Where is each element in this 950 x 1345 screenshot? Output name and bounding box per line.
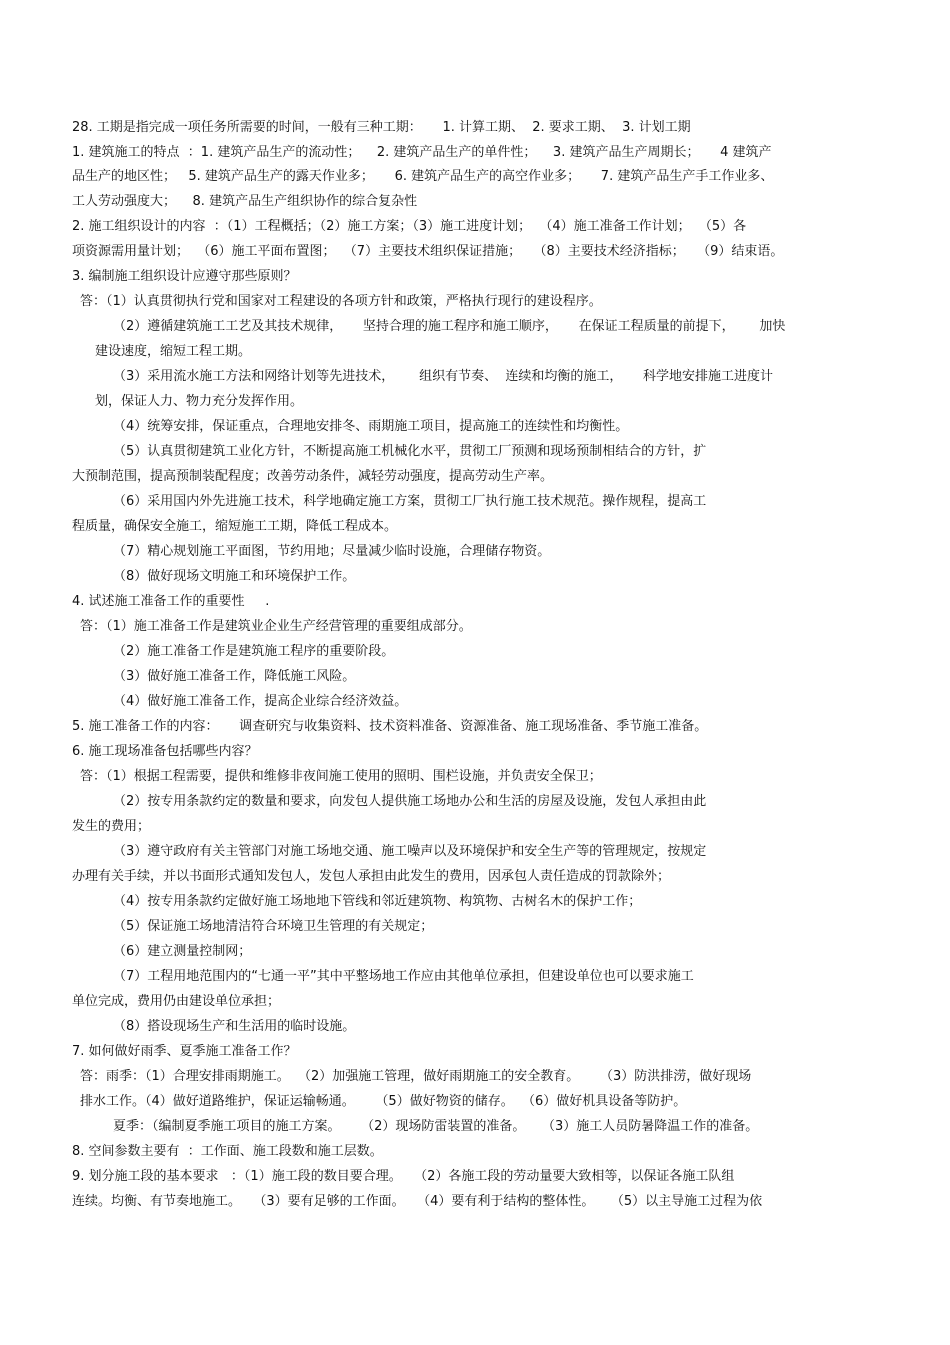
text-line: （3）采用流水施工方法和网络计划等先进技术， 组织有节奏、 连续和均衡的施工， 科学地安排施工进度计 <box>113 369 773 384</box>
text-line: 排水工作。（4）做好道路维护，保证运输畅通。 （5）做好物资的储存。 （6）做好机具设备等防护。 <box>80 1094 687 1109</box>
text-line: （2）按专用条款约定的数量和要求，向发包人提供施工场地办公和生活的房屋及设施，发包人承担由此 <box>113 794 707 809</box>
text-line: 大预制范围，提高预制装配程度；改善劳动条件，减轻劳动强度，提高劳动生产率。 <box>72 469 554 484</box>
text-line: （7）工程用地范围内的“七通一平”其中平整场地工作应由其他单位承担，但建设单位也可以要求施工 <box>113 969 694 984</box>
text-line: 2. 施工组织设计的内容 ：（1）工程概括；（2）施工方案；（3）施工进度计划； （4）施工准备工作计划； （5）各 <box>72 219 747 234</box>
text-line: 28. 工期是指完成一项任务所需要的时间，一般有三种工期： 1. 计算工期、 2. 要求工期、 3. 计划工期 <box>72 120 691 135</box>
text-line: 5. 施工准备工作的内容： 调查研究与收集资料、技术资料准备、资源准备、施工现场准备、季节施工准备。 <box>72 719 708 734</box>
text-line: （4）按专用条款约定做好施工场地地下管线和邻近建筑物、构筑物、古树名木的保护工作； <box>113 894 642 909</box>
text-line: 办理有关手续，并以书面形式通知发包人，发包人承担由此发生的费用，因承包人责任造成的罚款除外； <box>72 869 671 884</box>
text-line: 8. 空间参数主要有 ：工作面、施工段数和施工层数。 <box>72 1144 383 1159</box>
text-line: （3）做好施工准备工作，降低施工风险。 <box>113 669 356 684</box>
text-line: 答：（1）认真贯彻执行党和国家对工程建设的各项方针和政策，严格执行现行的建设程序。 <box>80 294 602 309</box>
text-line: （2）遵循建筑施工工艺及其技术规律， 坚持合理的施工程序和施工顺序， 在保证工程质量的前提下， 加快 <box>113 319 786 334</box>
text-line: 夏季：（编制夏季施工项目的施工方案。 （2）现场防雷装置的准备。 （3）施工人员防暑降温工作的准备。 <box>113 1119 759 1134</box>
text-line: 9. 划分施工段的基本要求 ：（1）施工段的数目要合理。 （2）各施工段的劳动量要大致相等，以保证各施工队组 <box>72 1169 735 1184</box>
text-line: 7. 如何做好雨季、夏季施工准备工作？ <box>72 1044 297 1059</box>
text-line: （6）采用国内外先进施工技术，科学地确定施工方案，贯彻工厂执行施工技术规范。操作规程，提高工 <box>113 494 707 509</box>
text-line: 答：雨季：（1）合理安排雨期施工。 （2）加强施工管理，做好雨期施工的安全教育。 （3）防洪排涝，做好现场 <box>80 1069 752 1084</box>
text-line: 3. 编制施工组织设计应遵守那些原则？ <box>72 269 297 284</box>
text-line: 程质量，确保安全施工，缩短施工工期，降低工程成本。 <box>72 519 398 534</box>
text-line: （4）统筹安排，保证重点，合理地安排冬、雨期施工项目，提高施工的连续性和均衡性。 <box>113 419 629 434</box>
text-line: 连续。均衡、有节奏地施工。 （3）要有足够的工作面。 （4）要有利于结构的整体性。 （5）以主导施工过程为依 <box>72 1194 763 1209</box>
text-line: （8）搭设现场生产和生活用的临时设施。 <box>113 1019 356 1034</box>
text-line: 4. 试述施工准备工作的重要性 . <box>72 594 270 609</box>
text-line: （2）施工准备工作是建筑施工程序的重要阶段。 <box>113 644 395 659</box>
text-line: 答：（1）根据工程需要，提供和维修非夜间施工使用的照明、围栏设施，并负责安全保卫； <box>80 769 602 784</box>
text-line: 划，保证人力、物力充分发挥作用。 <box>95 394 304 409</box>
text-line: （8）做好现场文明施工和环境保护工作。 <box>113 569 356 584</box>
text-line: 1. 建筑施工的特点 ：1. 建筑产品生产的流动性； 2. 建筑产品生产的单件性； 3. 建筑产品生产周期长； 4 建筑产 <box>72 145 772 160</box>
text-line: 项资源需用量计划； （6）施工平面布置图； （7）主要技术组织保证措施； （8）主要技术经济指标； （9）结束语。 <box>72 244 784 259</box>
text-line: （5）保证施工场地清洁符合环境卫生管理的有关规定； <box>113 919 434 934</box>
text-line: （5）认真贯彻建筑工业化方针，不断提高施工机械化水平，贯彻工厂预测和现场预制相结合的方针，扩 <box>113 444 707 459</box>
text-line: 品生产的地区性； 5. 建筑产品生产的露天作业多； 6. 建筑产品生产的高空作业多； 7. 建筑产品生产手工作业多、 <box>72 169 774 184</box>
text-line: 6. 施工现场准备包括哪些内容？ <box>72 744 258 759</box>
text-line: （6）建立测量控制网； <box>113 944 252 959</box>
text-line: （7）精心规划施工平面图，节约用地；尽量减少临时设施，合理储存物资。 <box>113 544 551 559</box>
text-line: 单位完成，费用仍由建设单位承担； <box>72 994 281 1009</box>
text-line: （3）遵守政府有关主管部门对施工场地交通、施工噪声以及环境保护和安全生产等的管理规定，按规定 <box>113 844 707 859</box>
text-line: （4）做好施工准备工作，提高企业综合经济效益。 <box>113 694 408 709</box>
text-line: 答：（1）施工准备工作是建筑业企业生产经营管理的重要组成部分。 <box>80 619 472 634</box>
text-line: 发生的费用； <box>72 819 151 834</box>
text-line: 建设速度，缩短工程工期。 <box>95 344 252 359</box>
text-line: 工人劳动强度大； 8. 建筑产品生产组织协作的综合复杂性 <box>72 194 418 209</box>
